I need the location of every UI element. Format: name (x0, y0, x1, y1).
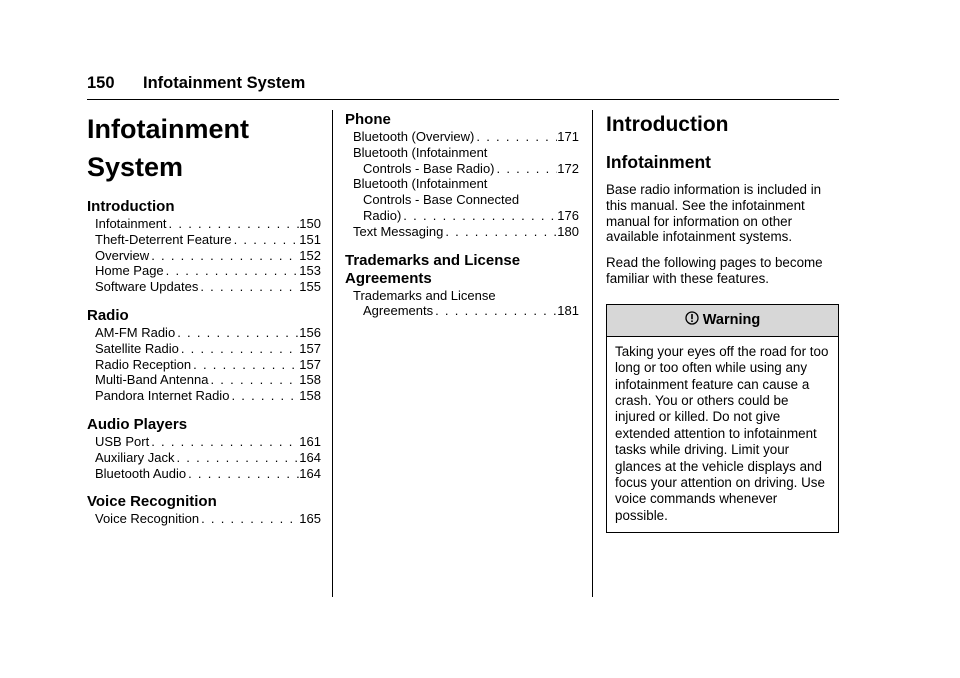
toc-entry[interactable]: Trademarks and License Agreements . . . 181 (345, 288, 579, 320)
chapter-title: Infotainment System (87, 114, 249, 182)
toc-entry[interactable]: Satellite Radio . . . 157 (87, 341, 321, 357)
toc-entry[interactable]: Pandora Internet Radio . . . 158 (87, 388, 321, 404)
toc-section-audio-players (87, 416, 321, 481)
column-divider (332, 110, 333, 597)
toc-section-heading: Trademarks and License Agreements (345, 251, 521, 287)
toc-entry[interactable]: Bluetooth (Infotainment Controls - Base Radio) . . . 172 (345, 145, 579, 177)
running-title: Infotainment System (143, 74, 306, 92)
body-paragraph: Base radio information is included in this manual. See the infotainment manual for information on other available infotainment systems. (606, 182, 822, 245)
toc-entry[interactable]: Text Messaging . . . 180 (345, 224, 579, 240)
warning-box (606, 304, 839, 533)
toc-entry[interactable]: Overview . . . 152 (87, 248, 321, 264)
toc-left-column (87, 108, 321, 527)
toc-section-heading: Phone (345, 111, 391, 128)
section-title: Introduction (606, 113, 729, 136)
toc-section-radio (87, 307, 321, 404)
toc-entry[interactable]: AM-FM Radio . . . 156 (87, 325, 321, 341)
toc-section-heading: Introduction (87, 198, 175, 215)
toc-section-phone (345, 111, 579, 240)
warning-symbol-icon (685, 311, 699, 330)
toc-middle-column (345, 111, 579, 319)
toc-section-voice-recognition (87, 493, 321, 527)
toc-section-introduction (87, 198, 321, 295)
toc-section-heading: Voice Recognition (87, 493, 217, 511)
warning-text: Taking your eyes off the road for too long or too often while using any infotainment feature can cause a crash. You or others could be injured or killed. Do not give extended attention to infotainment tasks while driving. Limit your glances at the vehicle displays and focus your attention on driving. Use voice commands whenever possible. (615, 343, 829, 523)
toc-entry[interactable]: Bluetooth Audio . . . 164 (87, 466, 321, 482)
content-column (606, 108, 839, 533)
toc-entry[interactable]: USB Port . . . 161 (87, 434, 321, 450)
toc-entry[interactable]: Bluetooth (Infotainment Controls - Base Connected Radio) . . . 176 (345, 176, 579, 223)
toc-entry[interactable]: Infotainment . . . 150 (87, 216, 321, 232)
toc-entry[interactable]: Bluetooth (Overview) . . . 171 (345, 129, 579, 145)
toc-entry[interactable]: Voice Recognition . . . 165 (87, 511, 321, 527)
toc-entry[interactable]: Multi-Band Antenna . . . 158 (87, 372, 321, 388)
toc-entry[interactable]: Home Page . . . 153 (87, 263, 321, 279)
toc-entry[interactable]: Theft-Deterrent Feature . . . 151 (87, 232, 321, 248)
subsection-title: Infotainment (606, 152, 711, 172)
page-number: 150 (87, 74, 115, 92)
toc-entry[interactable]: Radio Reception . . . 157 (87, 357, 321, 373)
column-divider (592, 110, 593, 597)
warning-title: Warning (702, 312, 761, 329)
page-header (87, 72, 839, 100)
toc-section-trademarks (345, 252, 579, 320)
warning-header (607, 305, 838, 337)
toc-section-heading: Radio (87, 306, 129, 324)
toc-section-heading: Audio Players (87, 415, 188, 433)
toc-entry[interactable]: Auxiliary Jack . . . 164 (87, 450, 321, 466)
toc-entry[interactable]: Software Updates . . . 155 (87, 279, 321, 295)
body-paragraph: Read the following pages to become familiar with these features. (606, 255, 823, 286)
